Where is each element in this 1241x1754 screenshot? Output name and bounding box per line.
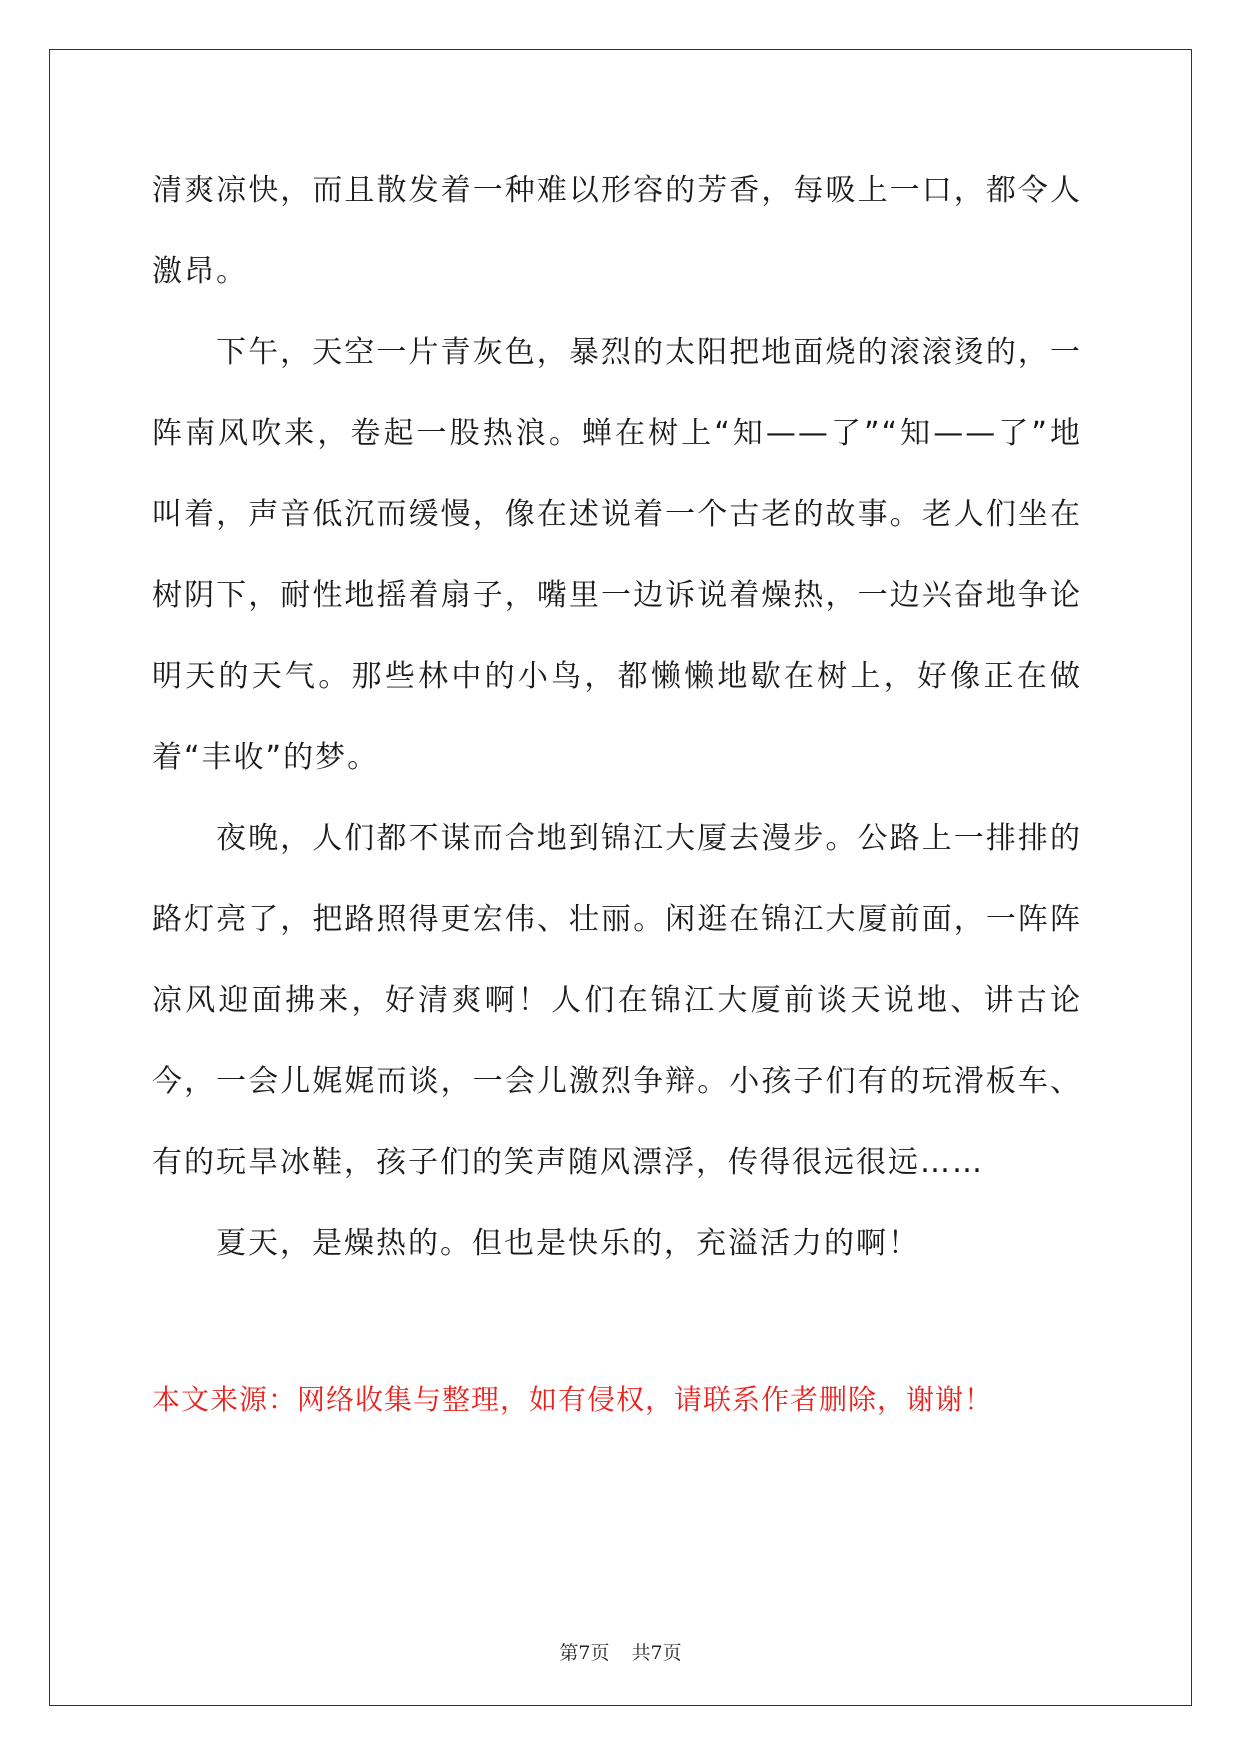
document-body [152, 150, 1082, 1284]
paragraph-4: 夏天，是燥热的。但也是快乐的，充溢活力的啊！ [216, 1226, 920, 1261]
page-footer [0, 1638, 1241, 1665]
paragraph-1: 清爽凉快，而且散发着一种难以形容的芳香，每吸上一口，都令人激昂。 [152, 173, 1082, 289]
paragraph-2: 下午，天空一片青灰色，暴烈的太阳把地面烧的滚滚烫的，一阵南风吹来，卷起一股热浪。蝉在树上“知——了”“知——了”地叫着，声音低沉而缓慢，像在述说着一个古老的故事。老人们坐在树阴下，耐性地摇着扇子，嘴里一边诉说着燥热，一边兴奋地争论明天的天气。那些林中的小鸟，都懒懒地歇在树上，好像正在做着“丰收”的梦。 [152, 335, 1082, 775]
page-total: 共7页 [631, 1642, 682, 1664]
page-number: 第7页 [559, 1642, 610, 1664]
paragraph-3: 夜晚，人们都不谋而合地到锦江大厦去漫步。公路上一排排的路灯亮了，把路照得更宏伟、壮丽。闲逛在锦江大厦前面，一阵阵凉风迎面拂来，好清爽啊！人们在锦江大厦前谈天说地、讲古论今，一会儿娓娓而谈，一会儿激烈争辩。小孩子们有的玩滑板车、有的玩旱冰鞋，孩子们的笑声随风漂浮，传得很远很远…… [152, 821, 1082, 1180]
source-disclaimer: 本文来源：网络收集与整理，如有侵权，请联系作者删除，谢谢！ [152, 1383, 994, 1416]
